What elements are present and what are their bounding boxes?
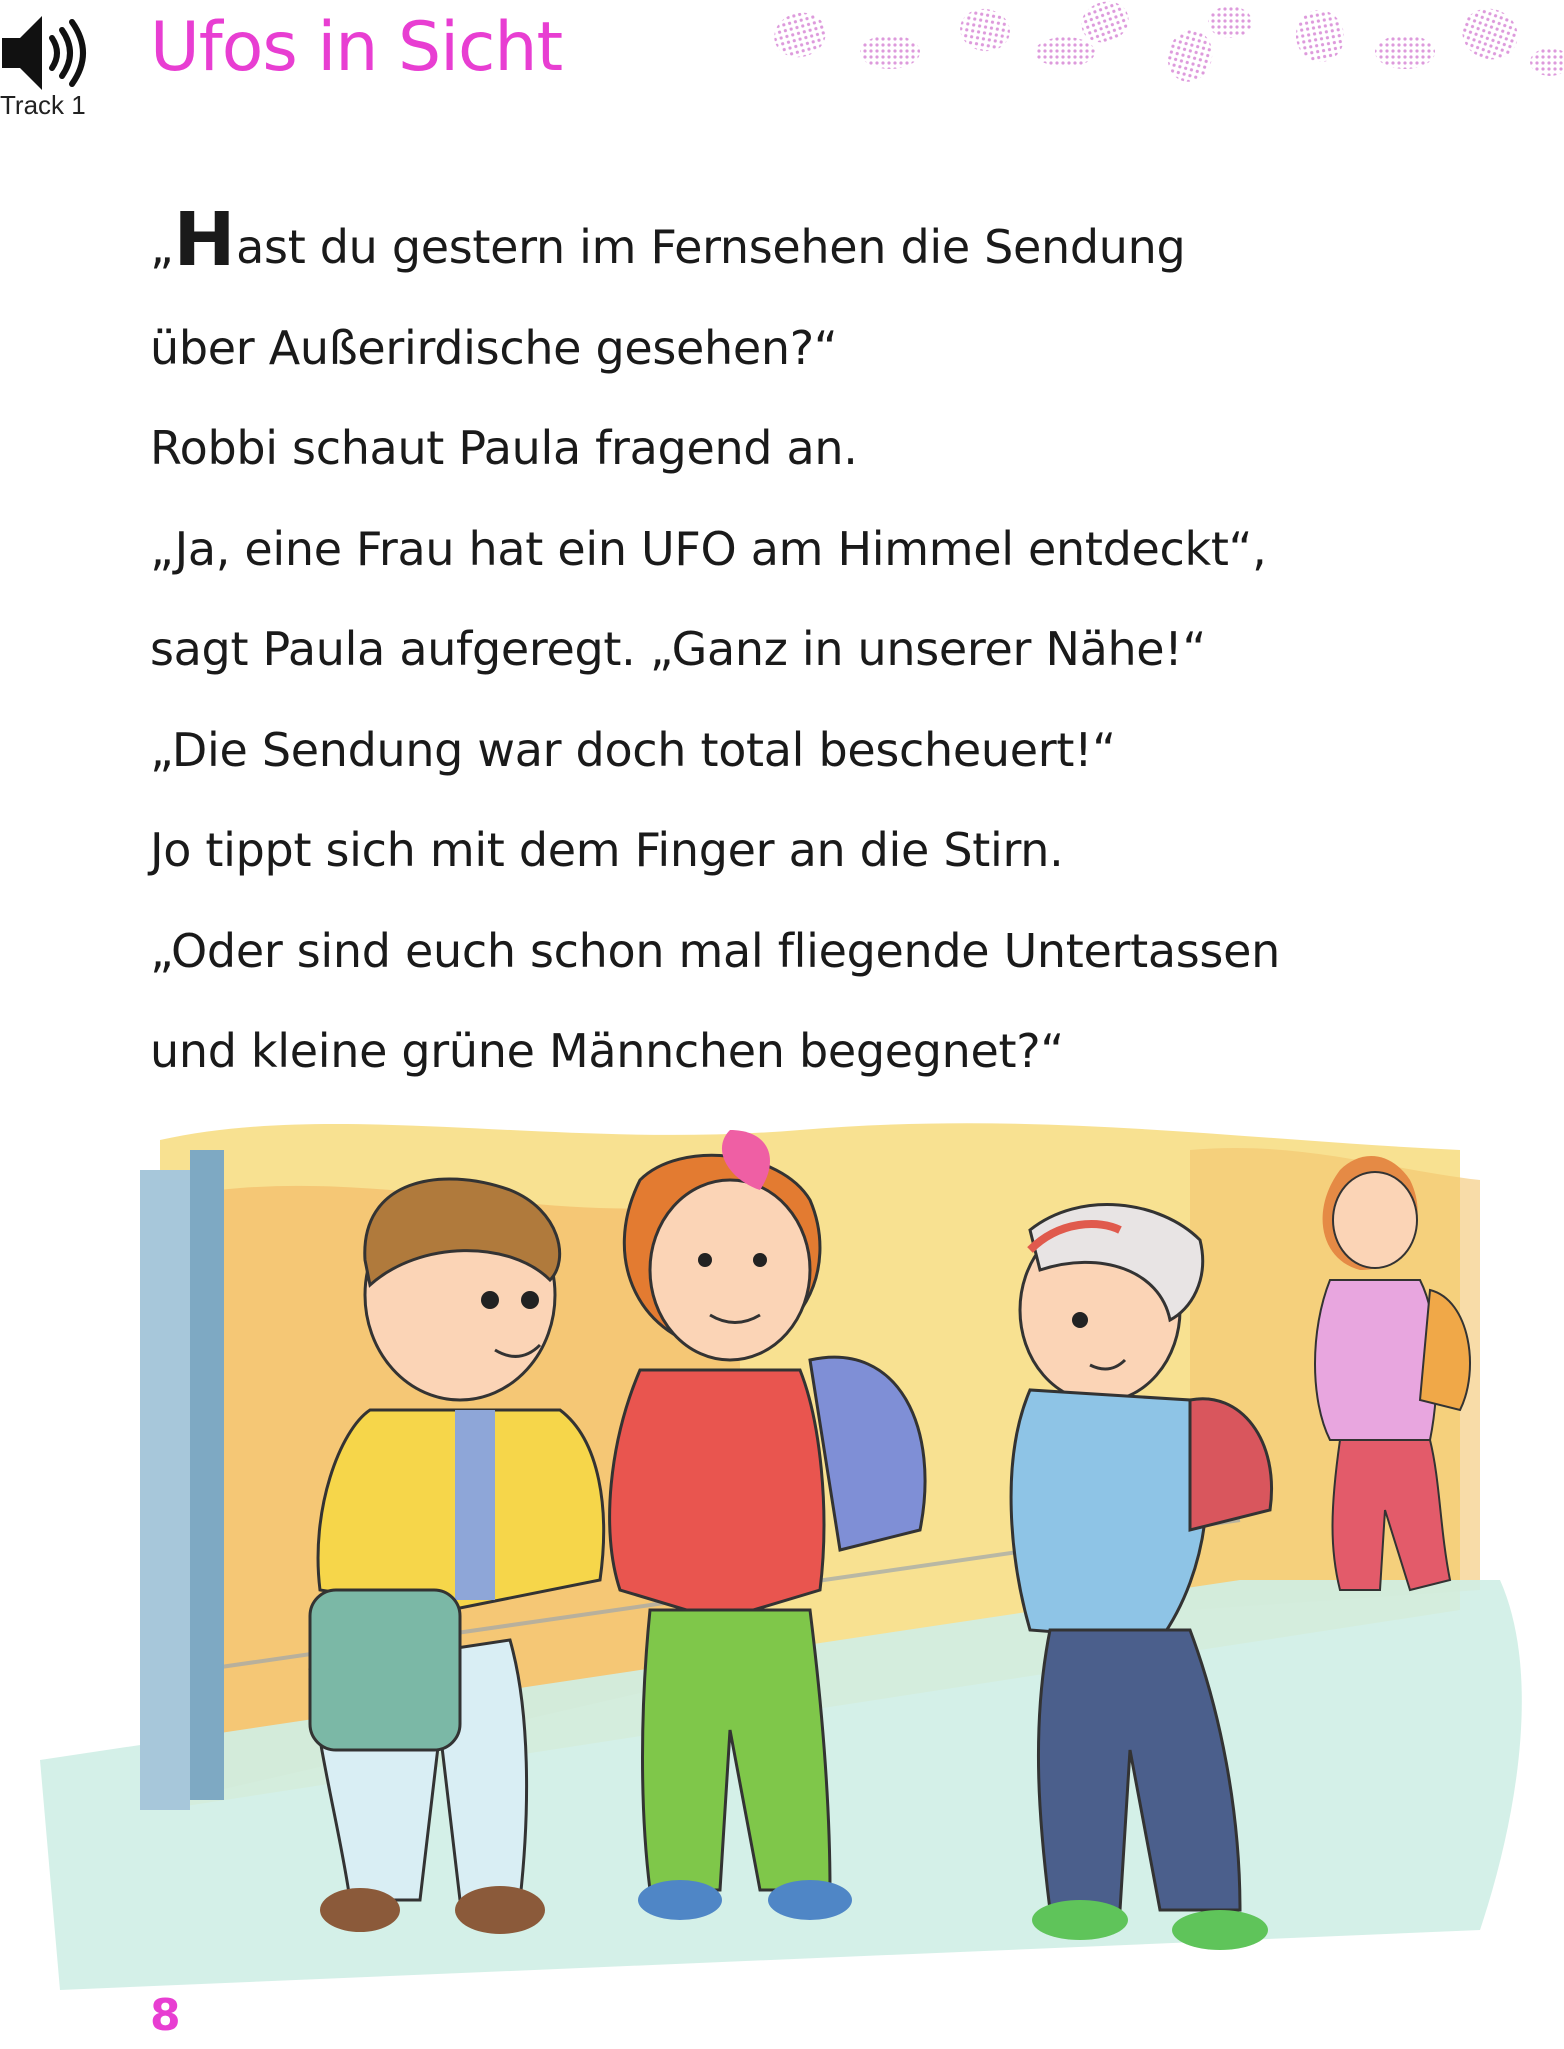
drop-cap: H xyxy=(173,197,236,283)
first-line-text: ast du gestern im Fernsehen die Sendung xyxy=(236,220,1186,274)
story-line: und kleine grüne Männchen begegnet?“ xyxy=(150,1024,1064,1078)
story-line: „Ja, eine Frau hat ein UFO am Himmel entdeckt“, xyxy=(150,521,1267,576)
fingerprints-decoration xyxy=(760,0,1564,90)
opening-quote: „ xyxy=(150,220,174,274)
speaker-icon[interactable] xyxy=(0,8,90,98)
story-illustration xyxy=(40,1110,1564,1990)
story-line: Robbi schaut Paula fragend an. xyxy=(150,421,858,475)
page-number: 8 xyxy=(150,1990,181,2041)
story-text xyxy=(150,190,1380,1102)
story-line: über Außerirdische gesehen?“ xyxy=(150,320,838,375)
story-line: „Die Sendung war doch total bescheuert!“ xyxy=(150,722,1116,777)
page-title: Ufos in Sicht xyxy=(150,8,563,87)
story-line xyxy=(150,190,1380,298)
story-line: Jo tippt sich mit dem Finger an die Stirn. xyxy=(150,823,1064,877)
story-line: „Oder sind euch schon mal fliegende Untertassen xyxy=(150,923,1280,978)
story-line: sagt Paula aufgeregt. „Ganz in unserer Nähe!“ xyxy=(150,622,1206,676)
track-label: Track 1 xyxy=(0,90,86,120)
